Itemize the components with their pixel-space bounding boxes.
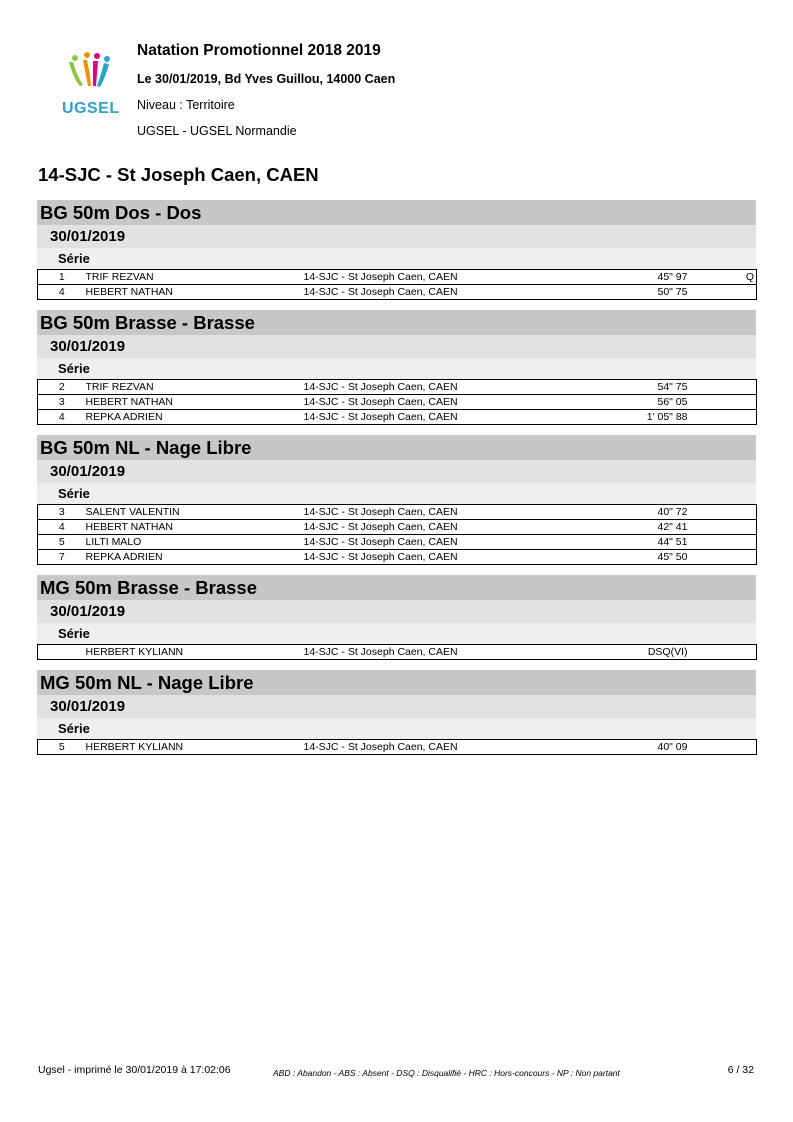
result-time: 40" 09 xyxy=(604,740,724,755)
results-table xyxy=(37,379,757,425)
event-date: 30/01/2019 xyxy=(37,335,756,358)
table-row xyxy=(38,505,757,520)
ugsel-logo xyxy=(60,52,126,117)
result-time: 42" 41 xyxy=(604,520,724,535)
event-serie-label: Série xyxy=(37,623,756,644)
results-table xyxy=(37,644,757,660)
swimmer-club: 14-SJC - St Joseph Caen, CAEN xyxy=(304,380,604,395)
result-rank: 3 xyxy=(38,395,86,410)
qualification-flag xyxy=(724,740,757,755)
result-time: 45" 50 xyxy=(604,550,724,565)
qualification-flag xyxy=(724,285,757,300)
event-date: 30/01/2019 xyxy=(37,600,756,623)
result-rank xyxy=(38,645,86,660)
ugsel-logo-figures-icon xyxy=(60,52,126,98)
qualification-flag xyxy=(724,380,757,395)
page-number: 6 / 32 xyxy=(727,1064,754,1076)
events-list xyxy=(37,200,756,765)
event-title: MG 50m NL - Nage Libre xyxy=(37,670,756,695)
qualification-flag xyxy=(724,645,757,660)
event-serie-label: Série xyxy=(37,718,756,739)
result-time: 1' 05" 88 xyxy=(604,410,724,425)
results-table xyxy=(37,269,757,300)
result-rank: 5 xyxy=(38,740,86,755)
swimmer-name: REPKA ADRIEN xyxy=(86,410,304,425)
swimmer-name: HEBERT NATHAN xyxy=(86,285,304,300)
event-date: 30/01/2019 xyxy=(37,460,756,483)
competition-date-place: Le 30/01/2019, Bd Yves Guillou, 14000 Caen xyxy=(137,72,396,86)
event-serie-label: Série xyxy=(37,483,756,504)
competition-title: Natation Promotionnel 2018 2019 xyxy=(137,42,381,59)
footer-printed: Ugsel - imprimé le 30/01/2019 à 17:02:06 xyxy=(38,1064,231,1076)
swimmer-club: 14-SJC - St Joseph Caen, CAEN xyxy=(304,535,604,550)
competition-organizer: UGSEL - UGSEL Normandie xyxy=(137,124,297,138)
swimmer-name: HEBERT NATHAN xyxy=(86,520,304,535)
page-header xyxy=(60,38,760,148)
swimmer-name: HERBERT KYLIANN xyxy=(86,645,304,660)
table-row xyxy=(38,395,757,410)
table-row xyxy=(38,380,757,395)
qualification-flag xyxy=(724,410,757,425)
table-row xyxy=(38,535,757,550)
swimmer-club: 14-SJC - St Joseph Caen, CAEN xyxy=(304,270,604,285)
event-date: 30/01/2019 xyxy=(37,695,756,718)
table-row xyxy=(38,550,757,565)
qualification-flag: Q xyxy=(724,270,757,285)
result-time: 56" 05 xyxy=(604,395,724,410)
swimmer-club: 14-SJC - St Joseph Caen, CAEN xyxy=(304,740,604,755)
event-title: BG 50m NL - Nage Libre xyxy=(37,435,756,460)
event-section xyxy=(37,670,756,755)
result-time: DSQ(VI) xyxy=(604,645,724,660)
logo-text: UGSEL xyxy=(62,100,120,117)
swimmer-name: REPKA ADRIEN xyxy=(86,550,304,565)
swimmer-name: HEBERT NATHAN xyxy=(86,395,304,410)
event-date: 30/01/2019 xyxy=(37,225,756,248)
swimmer-name: HERBERT KYLIANN xyxy=(86,740,304,755)
result-rank: 5 xyxy=(38,535,86,550)
results-table xyxy=(37,504,757,565)
qualification-flag xyxy=(724,395,757,410)
swimmer-club: 14-SJC - St Joseph Caen, CAEN xyxy=(304,410,604,425)
swimmer-club: 14-SJC - St Joseph Caen, CAEN xyxy=(304,285,604,300)
result-time: 40" 72 xyxy=(604,505,724,520)
result-time: 45" 97 xyxy=(604,270,724,285)
result-rank: 4 xyxy=(38,410,86,425)
result-time: 44" 51 xyxy=(604,535,724,550)
swimmer-club: 14-SJC - St Joseph Caen, CAEN xyxy=(304,505,604,520)
swimmer-name: LILTI MALO xyxy=(86,535,304,550)
event-section xyxy=(37,200,756,300)
event-section xyxy=(37,575,756,660)
result-time: 54" 75 xyxy=(604,380,724,395)
swimmer-name: TRIF REZVAN xyxy=(86,270,304,285)
footer-legend: ABD : Abandon - ABS : Absent - DSQ : Disqualifié - HRC : Hors-concours - NP : Non partant xyxy=(273,1068,620,1078)
qualification-flag xyxy=(724,535,757,550)
table-row xyxy=(38,270,757,285)
event-title: BG 50m Dos - Dos xyxy=(37,200,756,225)
result-rank: 4 xyxy=(38,520,86,535)
event-title: BG 50m Brasse - Brasse xyxy=(37,310,756,335)
table-row xyxy=(38,410,757,425)
qualification-flag xyxy=(724,520,757,535)
table-row xyxy=(38,645,757,660)
competition-level: Niveau : Territoire xyxy=(137,98,235,112)
result-rank: 2 xyxy=(38,380,86,395)
table-row xyxy=(38,285,757,300)
result-rank: 4 xyxy=(38,285,86,300)
qualification-flag xyxy=(724,550,757,565)
club-title: 14-SJC - St Joseph Caen, CAEN xyxy=(38,164,319,185)
event-section xyxy=(37,435,756,565)
table-row xyxy=(38,740,757,755)
event-title: MG 50m Brasse - Brasse xyxy=(37,575,756,600)
swimmer-club: 14-SJC - St Joseph Caen, CAEN xyxy=(304,645,604,660)
swimmer-club: 14-SJC - St Joseph Caen, CAEN xyxy=(304,520,604,535)
swimmer-club: 14-SJC - St Joseph Caen, CAEN xyxy=(304,395,604,410)
event-serie-label: Série xyxy=(37,248,756,269)
result-time: 50" 75 xyxy=(604,285,724,300)
result-rank: 1 xyxy=(38,270,86,285)
swimmer-name: SALENT VALENTIN xyxy=(86,505,304,520)
result-rank: 7 xyxy=(38,550,86,565)
table-row xyxy=(38,520,757,535)
result-rank: 3 xyxy=(38,505,86,520)
results-table xyxy=(37,739,757,755)
event-serie-label: Série xyxy=(37,358,756,379)
swimmer-name: TRIF REZVAN xyxy=(86,380,304,395)
qualification-flag xyxy=(724,505,757,520)
swimmer-club: 14-SJC - St Joseph Caen, CAEN xyxy=(304,550,604,565)
event-section xyxy=(37,310,756,425)
